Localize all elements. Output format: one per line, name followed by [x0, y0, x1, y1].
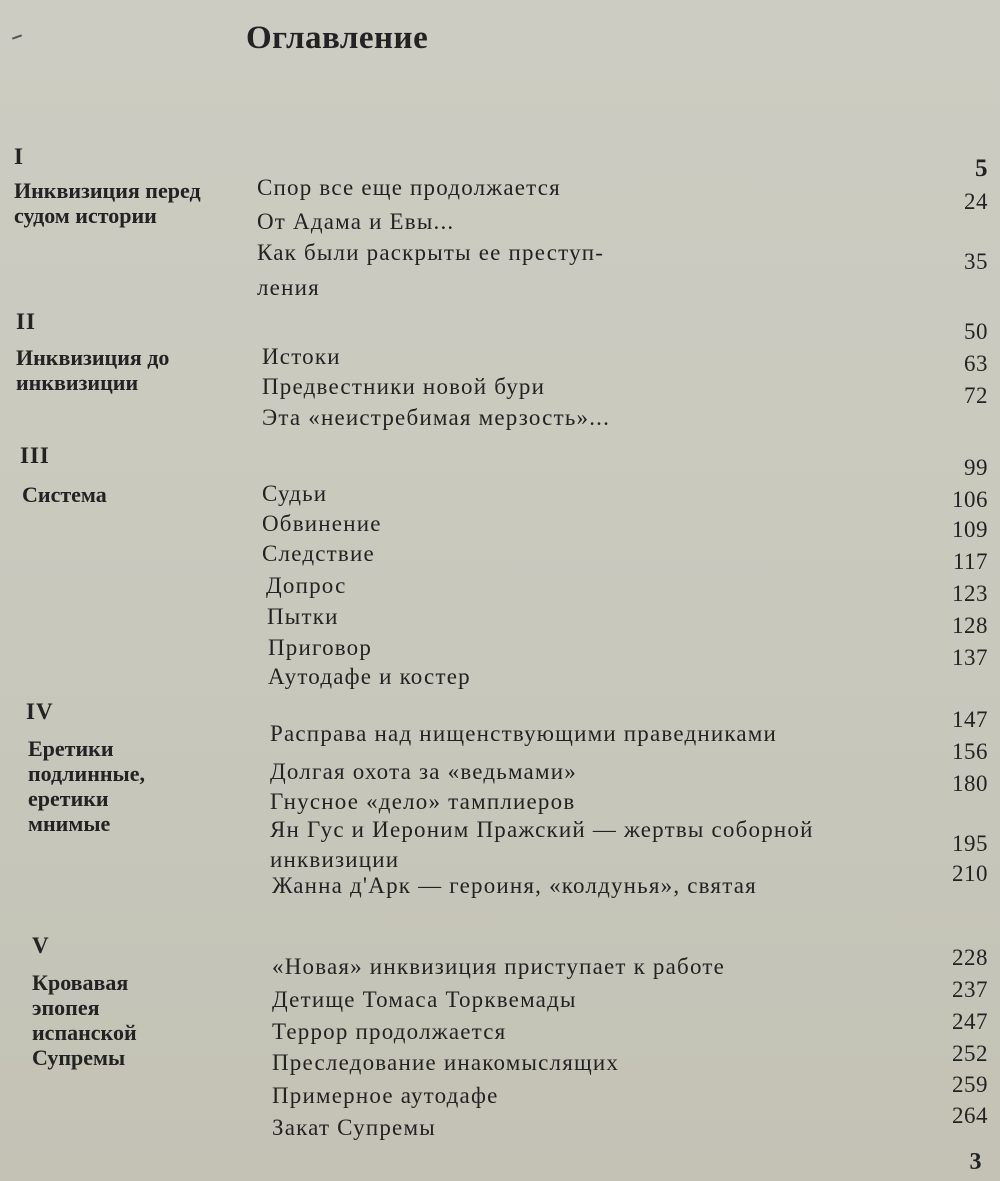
page-number: 128 [952, 613, 988, 638]
chapter-title: Предвестники новой бури [262, 374, 546, 399]
chapter-title: Преследование инакомыслящих [272, 1050, 620, 1075]
page-number: 228 [952, 945, 988, 970]
chapter-title: Жанна д'Арк — героиня, «колдунья», святая [272, 873, 757, 898]
section-numeral: IV [26, 699, 54, 724]
page-number: 247 [952, 1009, 988, 1034]
chapter-title: Обвинение [262, 511, 382, 536]
chapter-title: Приговор [268, 635, 373, 660]
ink-mark [12, 34, 22, 39]
section-title: Инквизиция перед судом истории [14, 178, 201, 228]
page-number: 35 [964, 249, 988, 274]
chapter-title-continued: инквизиции [270, 847, 400, 872]
chapter-title: Судьи [262, 481, 328, 506]
chapter-title: Истоки [262, 344, 341, 369]
page-number: 137 [952, 645, 988, 670]
page-number: 195 [952, 831, 988, 856]
chapter-title: Ян Гус и Иероним Пражский — жертвы соборной [270, 817, 814, 842]
chapter-title: «Новая» инквизиция приступает к работе [272, 954, 725, 979]
chapter-title: Спор все еще продолжается [257, 175, 561, 200]
section-title: Инквизиция до инквизиции [16, 345, 170, 395]
page-number: 210 [952, 861, 988, 886]
chapter-title: Детище Томаса Торквемады [272, 987, 577, 1012]
page-number: 252 [952, 1041, 988, 1066]
chapter-title-continued: ления [257, 275, 320, 300]
chapter-title: Аутодафе и костер [268, 664, 471, 689]
page-number: 24 [964, 189, 988, 214]
page-number: 237 [952, 977, 988, 1002]
page-number: 259 [952, 1072, 988, 1097]
page-number: 117 [952, 549, 988, 574]
page-number: 180 [952, 771, 988, 796]
chapter-title: Долгая охота за «ведьмами» [270, 759, 577, 784]
chapter-title: Закат Супремы [272, 1115, 436, 1140]
chapter-title: Гнусное «дело» тамплиеров [270, 789, 576, 814]
page-title: Оглавление [246, 20, 429, 56]
page-number: 123 [952, 581, 988, 606]
page-number: 156 [952, 739, 988, 764]
section-numeral: V [32, 933, 50, 958]
chapter-title: Как были раскрыты ее преступ- [257, 240, 605, 265]
chapter-title: Террор продолжается [272, 1019, 507, 1044]
chapter-title: Допрос [266, 573, 347, 598]
chapter-title: Расправа над нищенствующими праведниками [270, 721, 778, 746]
page-number: 50 [964, 319, 988, 344]
section-title: Кровавая эпопея испанской Супремы [32, 970, 137, 1070]
page-number: 72 [964, 383, 988, 408]
folio-number: 3 [969, 1149, 982, 1175]
page-number: 106 [952, 487, 988, 512]
chapter-title: От Адама и Евы... [257, 209, 455, 234]
section-title: Еретики подлинные, еретики мнимые [28, 736, 145, 836]
page-number: 63 [964, 351, 988, 376]
chapter-title: Эта «неистребимая мерзость»... [262, 405, 611, 430]
page-number: 109 [952, 517, 988, 542]
section-title: Система [22, 482, 107, 507]
chapter-title: Следствие [262, 541, 375, 566]
section-numeral: I [14, 144, 24, 169]
page-number: 99 [964, 455, 988, 480]
page-number: 147 [952, 707, 988, 732]
section-numeral: III [20, 443, 50, 468]
page-number: 5 [975, 155, 988, 182]
chapter-title: Пытки [267, 604, 339, 629]
chapter-title: Примерное аутодафе [272, 1083, 499, 1108]
section-numeral: II [16, 309, 36, 334]
page-number: 264 [952, 1103, 988, 1128]
